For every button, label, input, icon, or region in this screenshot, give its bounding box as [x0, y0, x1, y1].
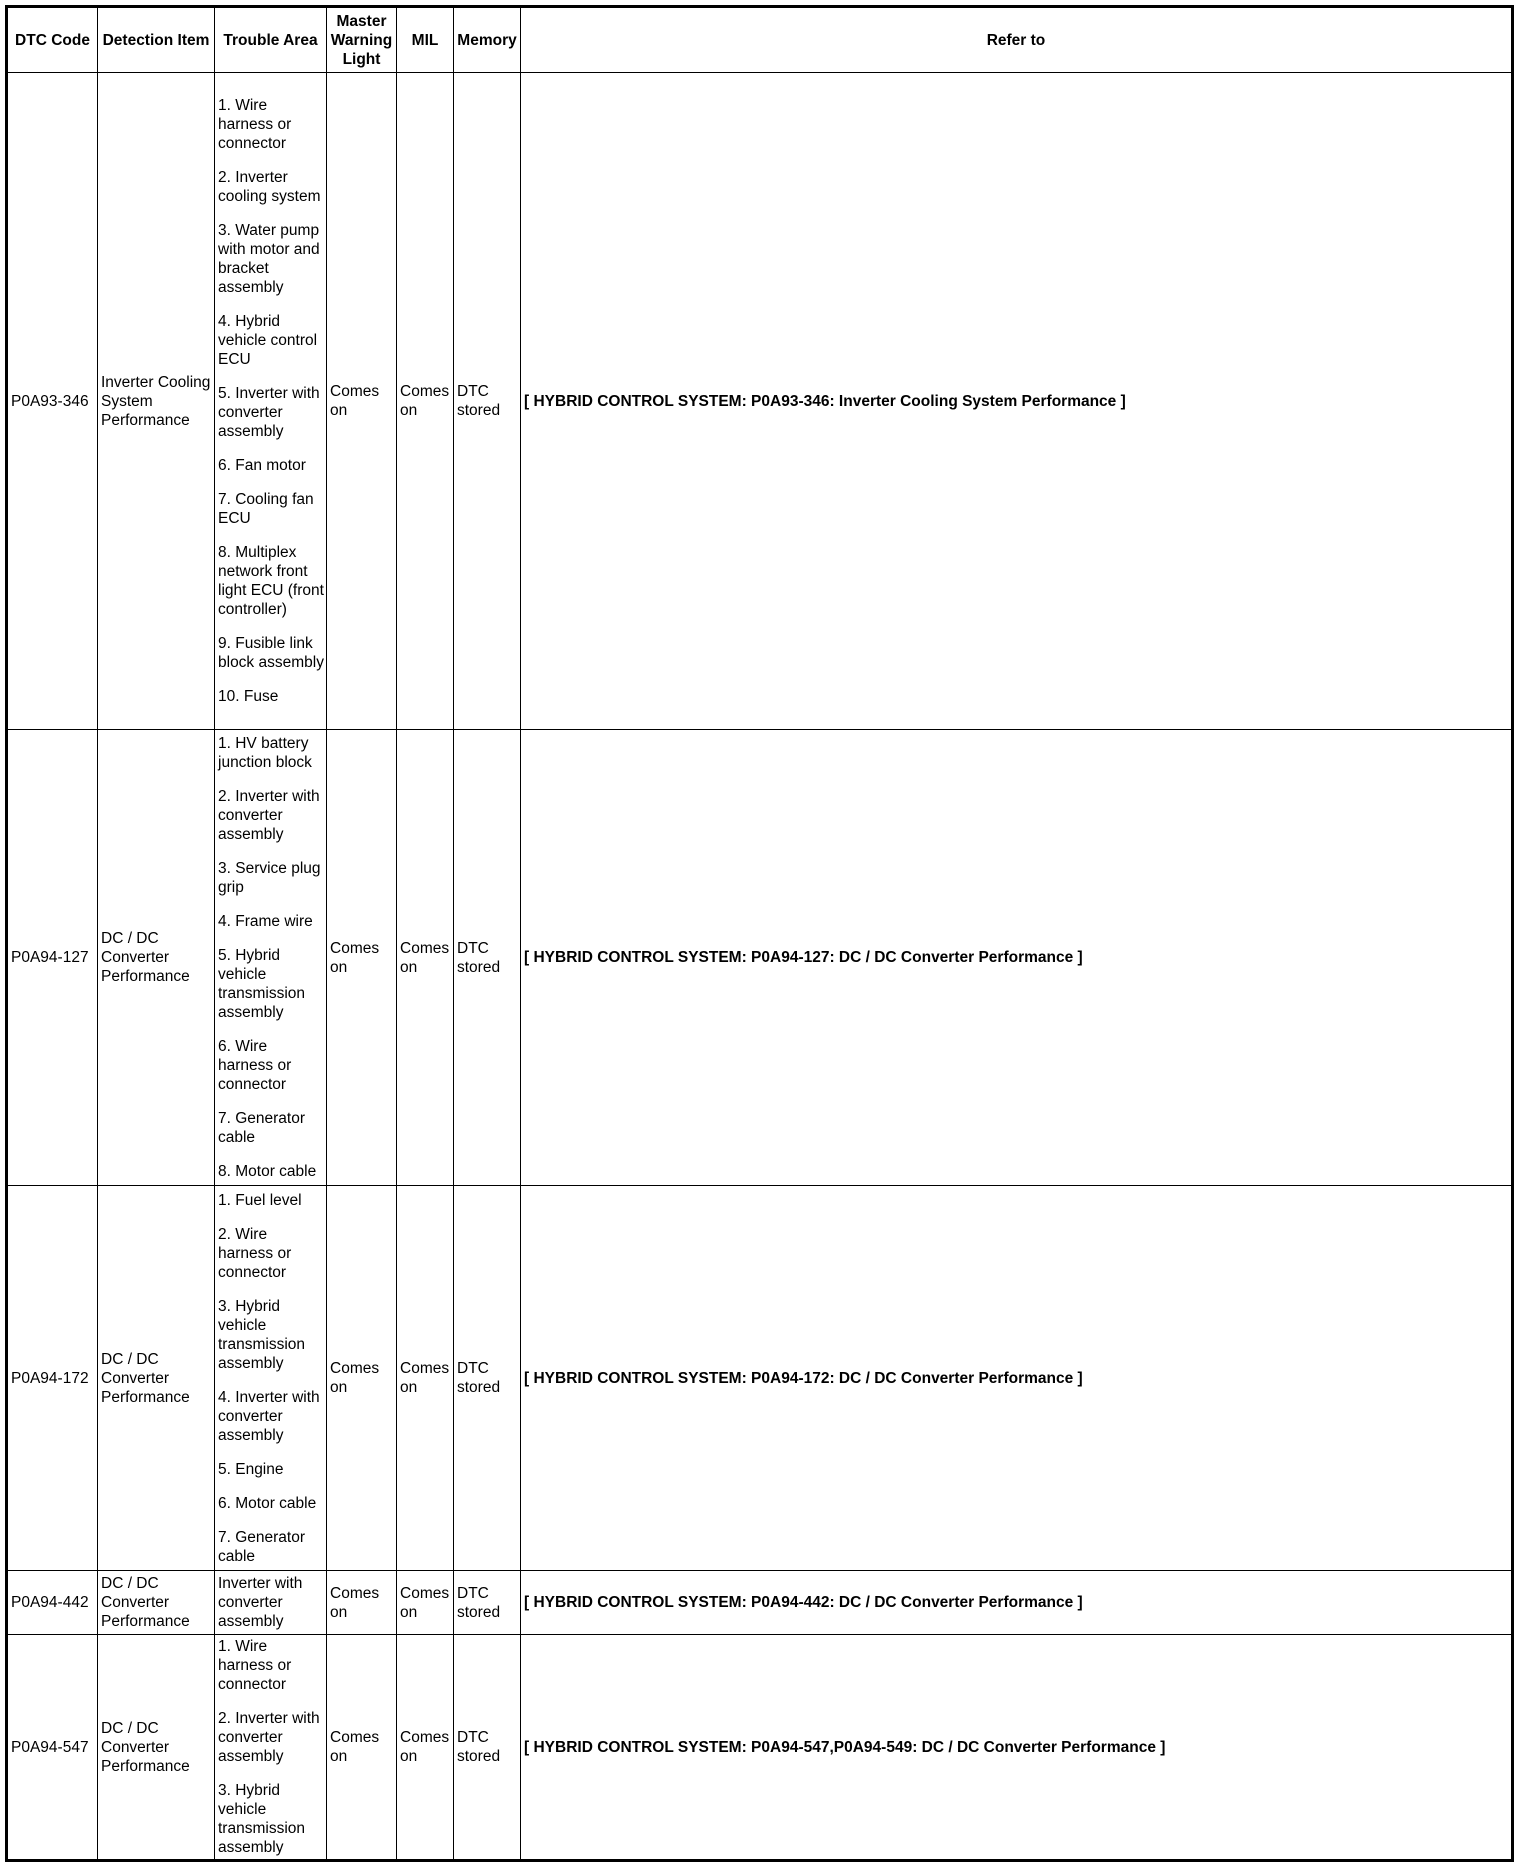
- trouble-area-list: [218, 734, 324, 1181]
- dtc-code-cell: P0A94-547: [7, 1635, 98, 1861]
- dtc-table: [5, 5, 1514, 1862]
- trouble-area-item: 3. Hybrid vehicle transmission assembly: [218, 1782, 305, 1856]
- trouble-area-item: Inverter with converter assembly: [218, 1575, 303, 1630]
- header-memory: Memory: [454, 7, 521, 73]
- mil-cell: Comes on: [397, 1635, 454, 1861]
- trouble-area-item: 7. Generator cable: [218, 1528, 306, 1565]
- trouble-area-item: 1. Wire harness or connector: [218, 1638, 292, 1693]
- header-dtc-code: DTC Code: [7, 7, 98, 73]
- mil-cell: Comes on: [397, 730, 454, 1186]
- mil-cell: Comes on: [397, 1571, 454, 1635]
- detection-item-cell: DC / DC Converter Performance: [98, 730, 215, 1186]
- trouble-area-item: 10. Fuse: [218, 688, 279, 705]
- refer-to-cell: [ HYBRID CONTROL SYSTEM: P0A94-547,P0A94-549: DC / DC Converter Performance ]: [521, 1635, 1513, 1861]
- header-trouble-area: Trouble Area: [215, 7, 327, 73]
- trouble-area-item: 6. Motor cable: [218, 1494, 317, 1512]
- trouble-area-item: 7. Generator cable: [218, 1110, 306, 1146]
- trouble-area-item: 7. Cooling fan ECU: [218, 491, 314, 527]
- memory-cell: DTC stored: [454, 730, 521, 1186]
- trouble-area-item: 2. Inverter with converter assembly: [218, 788, 320, 843]
- trouble-area-item: 4. Inverter with converter assembly: [218, 1388, 320, 1444]
- header-detection-item: Detection Item: [98, 7, 215, 73]
- trouble-area-cell: [215, 1635, 327, 1861]
- detection-item-cell: DC / DC Converter Performance: [98, 1571, 215, 1635]
- master-warning-light-cell: Comes on: [327, 1635, 397, 1861]
- trouble-area-item: 3. Water pump with motor and bracket assembly: [218, 222, 320, 296]
- master-warning-light-cell: Comes on: [327, 1571, 397, 1635]
- table-row: [7, 1186, 1513, 1571]
- refer-to-cell: [ HYBRID CONTROL SYSTEM: P0A94-127: DC / DC Converter Performance ]: [521, 730, 1513, 1186]
- trouble-area-item: 2. Inverter cooling system: [218, 169, 321, 205]
- trouble-area-list: [218, 1637, 324, 1857]
- dtc-code-cell: P0A94-127: [7, 730, 98, 1186]
- trouble-area-cell: [215, 73, 327, 730]
- table-row: [7, 1635, 1513, 1861]
- dtc-code-cell: P0A93-346: [7, 73, 98, 730]
- trouble-area-item: 5. Engine: [218, 1460, 284, 1478]
- dtc-code-cell: P0A94-442: [7, 1571, 98, 1635]
- trouble-area-item: 1. Fuel level: [218, 1191, 302, 1209]
- trouble-area-list: [218, 96, 324, 706]
- trouble-area-item: 5. Inverter with converter assembly: [218, 385, 320, 440]
- mil-cell: Comes on: [397, 73, 454, 730]
- detection-item-cell: DC / DC Converter Performance: [98, 1635, 215, 1861]
- memory-cell: DTC stored: [454, 1635, 521, 1861]
- refer-to-cell: [ HYBRID CONTROL SYSTEM: P0A94-442: DC / DC Converter Performance ]: [521, 1571, 1513, 1635]
- trouble-area-item: 3. Service plug grip: [218, 860, 321, 896]
- trouble-area-item: 3. Hybrid vehicle transmission assembly: [218, 1297, 305, 1372]
- memory-cell: DTC stored: [454, 1186, 521, 1571]
- trouble-area-item: 8. Multiplex network front light ECU (front controller): [218, 544, 324, 618]
- trouble-area-list: [218, 1191, 324, 1566]
- dtc-code-cell: P0A94-172: [7, 1186, 98, 1571]
- master-warning-light-cell: Comes on: [327, 73, 397, 730]
- trouble-area-item: 4. Hybrid vehicle control ECU: [218, 313, 318, 368]
- header-row: [7, 7, 1513, 73]
- detection-item-cell: Inverter Cooling System Performance: [98, 73, 215, 730]
- trouble-area-item: 9. Fusible link block assembly: [218, 635, 324, 671]
- trouble-area-cell: [215, 1186, 327, 1571]
- trouble-area-item: 2. Inverter with converter assembly: [218, 1710, 320, 1765]
- trouble-area-cell: [215, 1571, 327, 1635]
- header-mil: MIL: [397, 7, 454, 73]
- trouble-area-item: 2. Wire harness or connector: [218, 1225, 292, 1281]
- trouble-area-item: 4. Frame wire: [218, 913, 313, 930]
- trouble-area-list: [218, 1574, 324, 1631]
- detection-item-cell: DC / DC Converter Performance: [98, 1186, 215, 1571]
- refer-to-cell: [ HYBRID CONTROL SYSTEM: P0A93-346: Inverter Cooling System Performance ]: [521, 73, 1513, 730]
- trouble-area-item: 8. Motor cable: [218, 1163, 317, 1180]
- trouble-area-item: 5. Hybrid vehicle transmission assembly: [218, 947, 305, 1021]
- header-master-warning-light: Master Warning Light: [327, 7, 397, 73]
- table-row: [7, 73, 1513, 730]
- master-warning-light-cell: Comes on: [327, 730, 397, 1186]
- trouble-area-cell: [215, 730, 327, 1186]
- refer-to-cell: [ HYBRID CONTROL SYSTEM: P0A94-172: DC / DC Converter Performance ]: [521, 1186, 1513, 1571]
- memory-cell: DTC stored: [454, 73, 521, 730]
- trouble-area-item: 1. HV battery junction block: [218, 735, 312, 771]
- table-row: [7, 1571, 1513, 1635]
- header-refer-to: Refer to: [521, 7, 1513, 73]
- memory-cell: DTC stored: [454, 1571, 521, 1635]
- trouble-area-item: 6. Wire harness or connector: [218, 1038, 292, 1093]
- table-row: [7, 730, 1513, 1186]
- mil-cell: Comes on: [397, 1186, 454, 1571]
- trouble-area-item: 6. Fan motor: [218, 457, 306, 474]
- master-warning-light-cell: Comes on: [327, 1186, 397, 1571]
- trouble-area-item: 1. Wire harness or connector: [218, 97, 292, 152]
